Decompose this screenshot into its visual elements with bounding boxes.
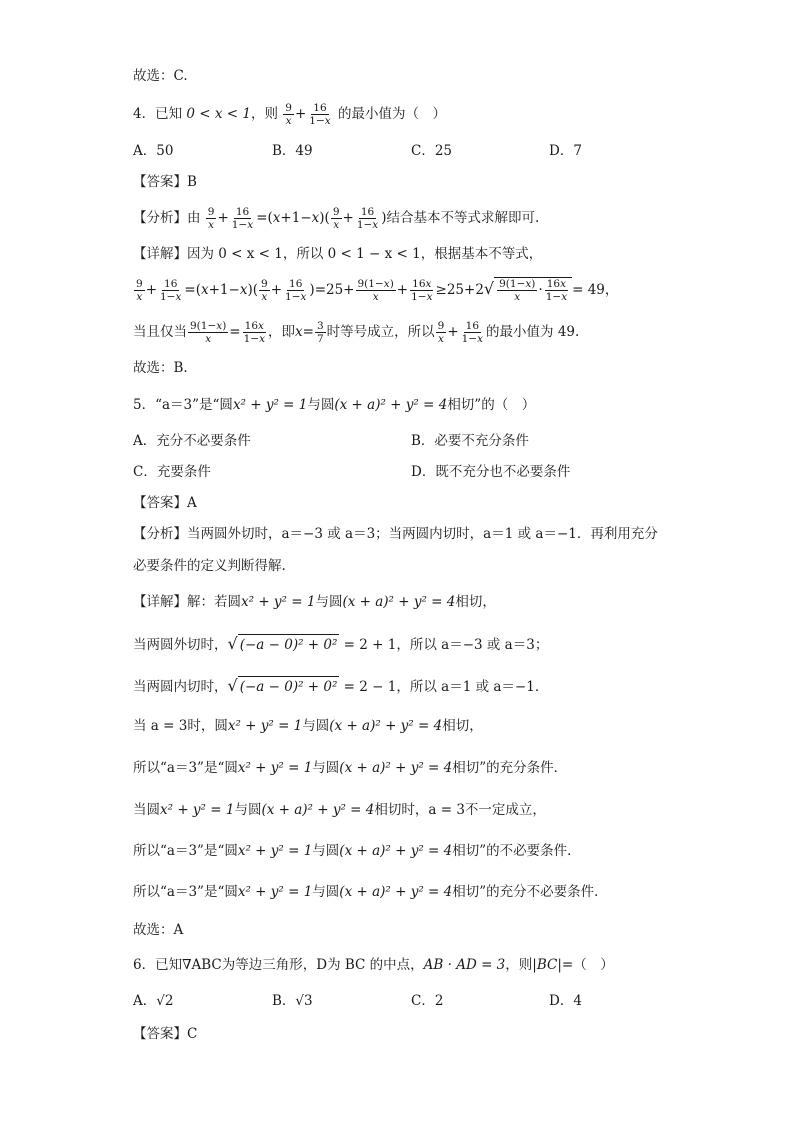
q6-option-a[interactable]: A．√2 [133, 993, 174, 1009]
q5-detail-2: 当两圆外切时，√ (−a − 0)² + 0² = 2 + 1，所以 a＝−3 或 a＝3； [133, 634, 549, 653]
q4-stem: 4．已知 0 < x < 1，则 $\frac{9}{x}$ + $\frac{16}{1-x}$ 的最小值为（ ） [133, 102, 446, 127]
q6-stem: 6．已知∇ABC为等边三角形，D为 BC 的中点，AB · AD = 3，则|BC|=（ ） [133, 957, 614, 973]
q5-answer: 【答案】A [133, 495, 197, 511]
q4-option-b[interactable]: B．49 [272, 143, 313, 159]
q5-option-c[interactable]: C．充要条件 [133, 464, 211, 480]
q4-detail-2: $\frac{9}{x}$ + $\frac{16}{1-x}$ =(x+1−x)( $\frac{9}{x}$ + $\frac{16}{1-x}$ )=25+ $\frac{9(1-x)}{x}$ + $\frac{16x}{1-x}$ ≥25+2√ $\frac{9(1-x)}{x}$ · $\frac{16x}{1-x}$ = 49， [136, 278, 619, 303]
q4-detail-1: 【详解】因为 0 < x < 1，所以 0 < 1 − x < 1，根据基本不等式， [133, 246, 543, 262]
q6-option-b[interactable]: B．√3 [272, 993, 313, 1009]
q5-detail-7: 所以“a＝3”是“圆x² + y² = 1与圆(x + a)² + y² = 4相切”的不必要条件． [133, 843, 581, 859]
q5-analysis-2: 必要条件的定义判断得解. [133, 558, 286, 574]
q5-detail-1: 【详解】解：若圆x² + y² = 1与圆(x + a)² + y² = 4相切， [133, 594, 496, 610]
q5-analysis-1: 【分析】当两圆外切时，a＝−3 或 a＝3；当两圆内切时，a＝1 或 a＝−1．再利用充分 [133, 526, 658, 542]
q5-conclusion: 故选：A [133, 922, 184, 938]
q6-option-d[interactable]: D．4 [549, 993, 582, 1009]
q5-option-a[interactable]: A．充分不必要条件 [133, 433, 251, 449]
q5-option-b[interactable]: B．必要不充分条件 [411, 433, 529, 449]
q4-option-a[interactable]: A．50 [133, 143, 174, 159]
q5-option-d[interactable]: D．既不充分也不必要条件 [411, 464, 571, 480]
q5-stem: 5．“a＝3”是“圆x² + y² = 1与圆(x + a)² + y² = 4相切”的（ ） [133, 397, 536, 413]
q4-detail-3: 当且仅当 $\frac{9(1-x)}{x}$ = $\frac{16x}{1-x}$ ，即x= $\frac{3}{7}$ 时等号成立，所以 $\frac{9}{x}$ + $\frac{16}{1-x}$ 的最小值为 49. [133, 320, 580, 345]
q3-conclusion: 故选：C. [133, 68, 188, 84]
q4-answer: 【答案】B [133, 174, 197, 190]
q5-detail-5: 所以“a＝3”是“圆x² + y² = 1与圆(x + a)² + y² = 4相切”的充分条件． [133, 760, 568, 776]
q5-detail-4: 当 a = 3时，圆x² + y² = 1与圆(x + a)² + y² = 4相切， [133, 718, 483, 734]
q5-detail-8: 所以“a＝3”是“圆x² + y² = 1与圆(x + a)² + y² = 4相切”的充分不必要条件． [133, 884, 608, 900]
q6-option-c[interactable]: C．2 [411, 993, 444, 1009]
q4-conclusion: 故选：B. [133, 360, 188, 376]
q6-answer: 【答案】C [133, 1026, 198, 1042]
q4-analysis: 【分析】由 $\frac{9}{x}$ + $\frac{16}{1-x}$ =(x+1−x)( $\frac{9}{x}$ + $\frac{16}{1-x}$ )结合基本不等式求解即可. [133, 206, 540, 231]
q4-option-d[interactable]: D．7 [549, 143, 582, 159]
q5-detail-3: 当两圆内切时，√ (−a − 0)² + 0² = 2 − 1，所以 a＝1 或 a＝−1． [133, 676, 549, 695]
q5-detail-6: 当圆x² + y² = 1与圆(x + a)² + y² = 4相切时，a = 3不一定成立， [133, 802, 546, 818]
q4-option-c[interactable]: C．25 [411, 143, 453, 159]
